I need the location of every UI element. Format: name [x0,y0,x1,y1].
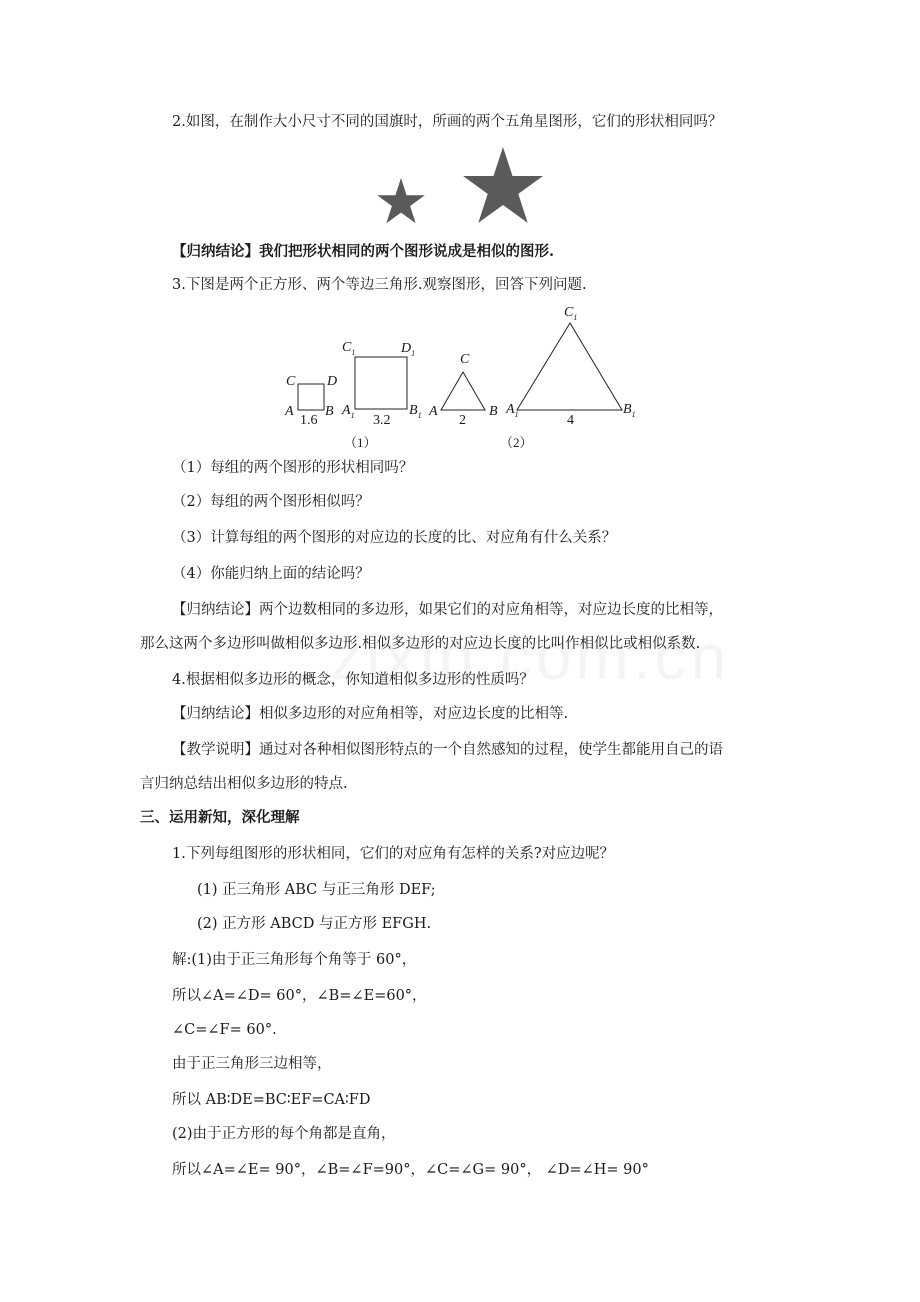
big-square-d-label: $D_1$ [401,341,416,358]
group-1-caption: （1） [344,435,377,450]
sub-question-4: （4）你能归纳上面的结论吗？ [172,566,370,582]
solution-line-3: ∠C=∠F= 60°. [172,1022,277,1038]
teaching-note-line-2: 言归纳总结出相似多边形的特点. [140,776,348,792]
sub-question-2: （2）每组的两个图形相似吗？ [172,494,370,510]
big-triangle-a-label: $A_1$ [506,402,519,419]
conclusion-3: 【归纳结论】相似多边形的对应角相等，对应边长度的比相等. [172,706,569,722]
sub-question-3: （3）计算每组的两个图形的对应边的长度的比、对应角有什么关系？ [172,530,617,546]
solution-line-5: 所以 AB∶DE=BC∶EF=CA∶FD [172,1092,371,1108]
small-triangle [441,372,485,410]
exercise-1-part-2: (2) 正方形 ABCD 与正方形 EFGH. [197,916,432,932]
big-square [355,357,407,409]
big-triangle-b-label: $B_1$ [623,402,636,419]
solution-line-6: (2)由于正方形的每个角都是直角， [172,1126,396,1142]
small-triangle-b-label: B [489,404,498,419]
big-square-b-label: $B_1$ [409,403,422,420]
sub-question-1: （1）每组的两个图形的形状相同吗？ [172,460,414,476]
small-square [298,384,324,410]
solution-line-1: 解:(1)由于正三角形每个角等于 60°， [172,952,417,968]
exercise-1-part-1: (1) 正三角形 ABC 与正三角形 DEF; [197,882,436,898]
small-triangle-c-label: C [460,352,470,367]
question-2: 2.如图，在制作大小尺寸不同的国旗时，所画的两个五角星图形，它们的形状相同吗？ [172,114,723,130]
solution-line-7: 所以∠A=∠E= 90°，∠B=∠F=90°，∠C=∠G= 90°， ∠D=∠H= 90° [172,1162,649,1178]
exercise-1: 1.下列每组图形的形状相同，它们的对应角有怎样的关系?对应边呢？ [172,846,615,862]
conclusion-2-line-1: 【归纳结论】两个边数相同的多边形，如果它们的对应角相等，对应边长度的比相等， [172,602,723,618]
big-square-c-label: $C_1$ [342,340,356,357]
small-square-c-label: C [286,374,296,389]
big-square-side-label: 3.2 [373,413,391,428]
conclusion-1 [172,242,554,262]
big-triangle-side-label: 4 [567,413,574,428]
big-square-a-label: $A_1$ [342,403,355,420]
small-triangle-a-label: A [429,404,438,419]
conclusion-2-line-2: 那么这两个多边形叫做相似多边形.相似多边形的对应边长度的比叫作相似比或相似系数. [140,636,701,652]
big-triangle [517,323,622,410]
teaching-note-line-1: 【教学说明】通过对各种相似图形特点的一个自然感知的过程，使学生都能用自己的语 [172,742,723,758]
section-heading-3: 三、运用新知，深化理解 [140,809,300,826]
large-star-icon [463,147,543,223]
conclusion-1-text: 【归纳结论】我们把形状相同的两个图形说成是相似的图形. [172,243,555,260]
question-3: 3.下图是两个正方形、两个等边三角形.观察图形，回答下列问题. [172,277,587,293]
small-square-d-label: D [327,374,338,389]
solution-line-2: 所以∠A=∠D= 60°，∠B=∠E=60°， [172,988,427,1004]
small-square-a-label: A [285,404,294,419]
small-star-icon [377,178,425,223]
small-square-b-label: B [325,404,334,419]
big-triangle-c-label: $C_1$ [564,305,578,322]
question-4: 4.根据相似多边形的概念，你知道相似多边形的性质吗？ [172,672,534,688]
group-2-caption: （2） [500,435,533,450]
small-triangle-side-label: 2 [459,413,466,428]
solution-line-4: 由于正三角形三边相等， [172,1056,332,1072]
small-square-side-label: 1.6 [300,413,318,428]
